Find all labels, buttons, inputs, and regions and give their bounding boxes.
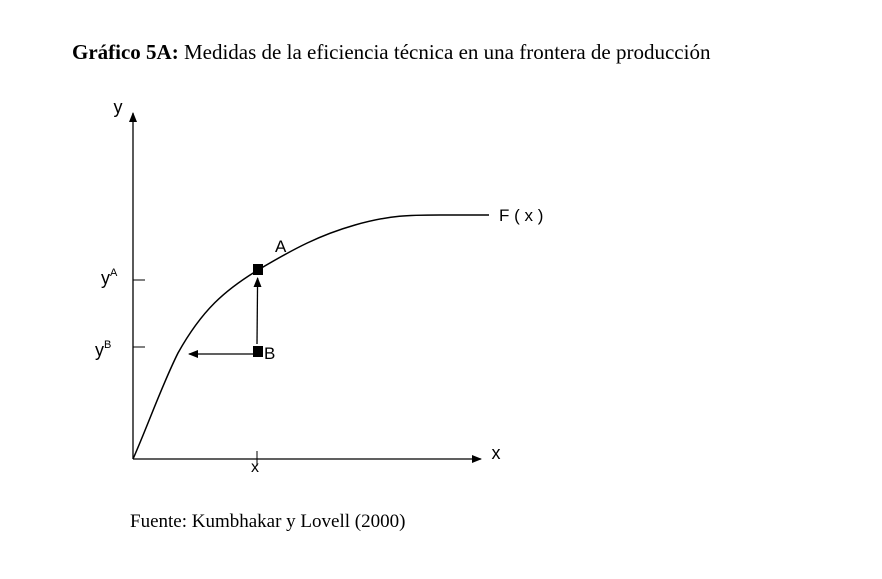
figure-title-prefix: Gráfico 5A: [72,40,179,64]
y-axis-label: y [113,97,123,117]
y-b-label: $y^B$ [95,339,112,360]
figure-title-text: Medidas de la eficiencia técnica en una frontera de producción [183,40,711,64]
y-a-label: $y^A$ [101,267,118,288]
frontier-label: F ( x ) [499,206,544,225]
x-tick-label: x [251,459,259,476]
figure-source: Fuente: Kumbhakar y Lovell (2000) [130,511,406,532]
point-b-marker [253,346,263,357]
point-a-label: A [275,237,287,256]
point-a-marker [253,264,263,275]
production-frontier-curve [133,215,489,459]
output-oriented-arrow [257,278,258,344]
point-b-label: B [264,344,276,363]
x-axis-label: x [491,443,501,463]
